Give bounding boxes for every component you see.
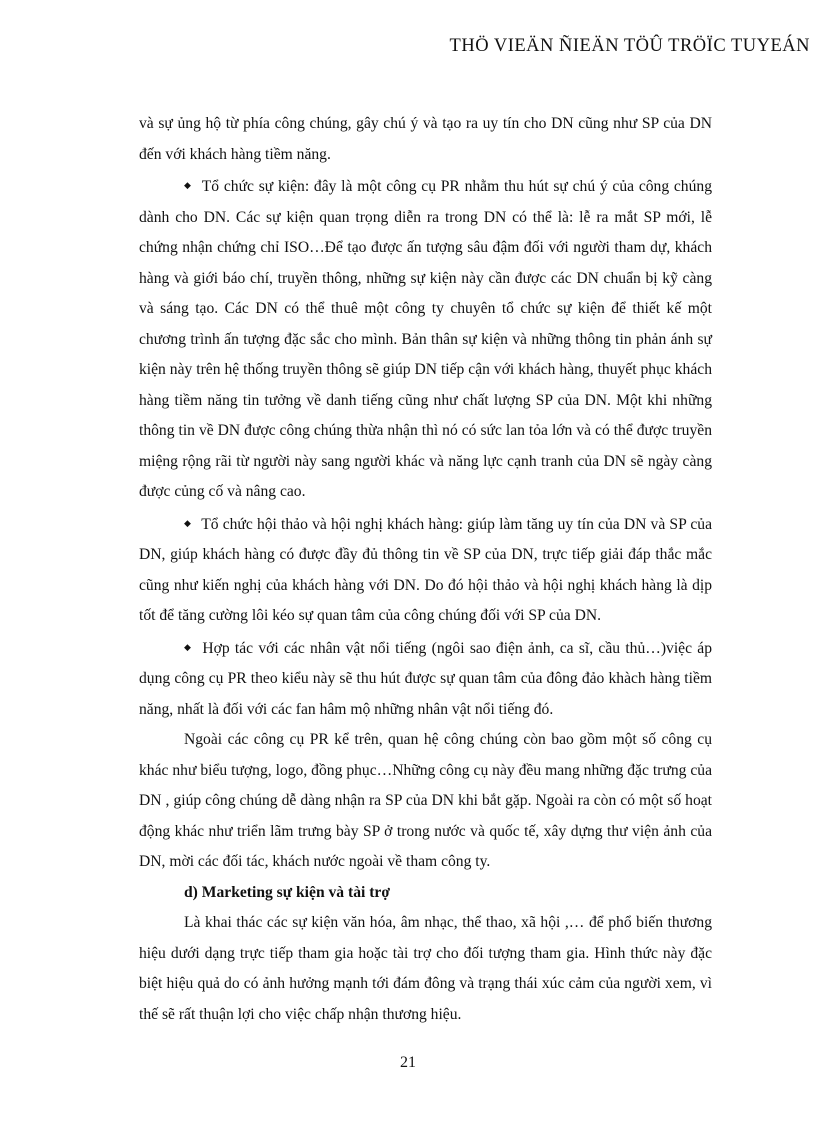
page-header: THÖ VIEÄN ÑIEÄN TÖÛ TRÖÏC TUYEÁN: [449, 36, 810, 56]
section-heading: d) Marketing sự kiện và tài trợ: [184, 883, 390, 901]
bullet-paragraph-events: [139, 170, 712, 508]
page-number: 21: [400, 1054, 416, 1071]
bullet-paragraph-celebrities: [139, 632, 712, 726]
bullet-paragraph-text: Hợp tác với các nhân vật nổi tiếng (ngôi sao điện ảnh, ca sĩ, cầu thủ…)việc áp dụng công cụ PR theo kiểu này sẽ thu hút được sự quan tâm của đông đảo khàch hàng tiềm năng, nhất là đối với các fan hâm mộ những nhân vật nổi tiếng đó.: [139, 639, 713, 718]
bullet-paragraph-conferences: [139, 508, 712, 632]
paragraph-continuation: và sự ủng hộ từ phía công chúng, gây chú ý và tạo ra uy tín cho DN cũng như SP của DN đến với khách hàng tiềm năng.: [139, 115, 712, 163]
bullet-paragraph-text: Tổ chức hội thảo và hội nghị khách hàng: giúp làm tăng uy tín của DN và SP của DN, giúp khách hàng có được đầy đủ thông tin về SP của DN, trực tiếp giải đáp thắc mắc cũng như kiến nghị của khách hàng với DN. Do đó hội thảo và hội nghị khách hàng là dịp tốt để tăng cường lôi kéo sự quan tâm của công chúng đối với SP của DN.: [139, 515, 713, 624]
diamond-bullet-icon: ◆: [184, 517, 192, 528]
bullet-paragraph-text: Tổ chức sự kiện: đây là một công cụ PR nhằm thu hút sự chú ý của công chúng dành cho DN. Các sự kiện quan trọng diễn ra trong DN có thể là: lễ ra mắt SP mới, lễ chứng nhận chứng chỉ ISO…Để tạo được ấn tượng sâu đậm đối với người tham dự, khách hàng và giới báo chí, truyền thông, những sự kiện này cần được các DN chuẩn bị kỹ càng và sáng tạo. Các DN có thể thuê một công ty chuyên tổ chức sự kiện để thiết kế một chương trình ấn tượng đặc sắc cho mình. Bản thân sự kiện và những thông tin phản ánh sự kiện này trên hệ thống truyền thông sẽ giúp DN tiếp cận với khách hàng, thuyết phục khách hàng tiềm năng tin tưởng về danh tiếng cũng như chất lượng SP của DN. Một khi những thông tin về DN được công chúng thừa nhận thì nó có sức lan tỏa lớn và có thể được truyền miệng rộng rãi từ người này sang người khác và năng lực cạnh tranh của DN sẽ ngày càng được củng cố và nâng cao.: [139, 178, 712, 500]
paragraph-other-pr-tools: Ngoài các công cụ PR kể trên, quan hệ công chúng còn bao gồm một số công cụ khác như biểu tượng, logo, đồng phục…Những công cụ này đều mang những đặc trưng của DN , giúp công chúng dễ dàng nhận ra SP của DN khi bắt gặp. Ngoài ra còn có một số hoạt động khác như triển lãm trưng bày SP ở trong nước và quốc tế, xây dựng thư viện ảnh của DN, mời các đối tác, khách nước ngoài về tham công ty.: [139, 731, 712, 870]
diamond-bullet-icon: ◆: [184, 641, 193, 652]
diamond-bullet-icon: ◆: [184, 180, 192, 190]
body-text: [139, 109, 712, 1030]
paragraph-event-marketing: Là khai thác các sự kiện văn hóa, âm nhạc, thể thao, xã hội ,… để phổ biến thương hiệu dưới dạng trực tiếp tham gia hoặc tài trợ cho đối tượng tham gia. Hình thức này đặc biệt hiệu quả do có ảnh hưởng mạnh tới đám đông và trạng thái xúc cảm của người xem, vì thế sẽ rất thuận lợi cho việc chấp nhận thương hiệu.: [139, 914, 712, 1023]
